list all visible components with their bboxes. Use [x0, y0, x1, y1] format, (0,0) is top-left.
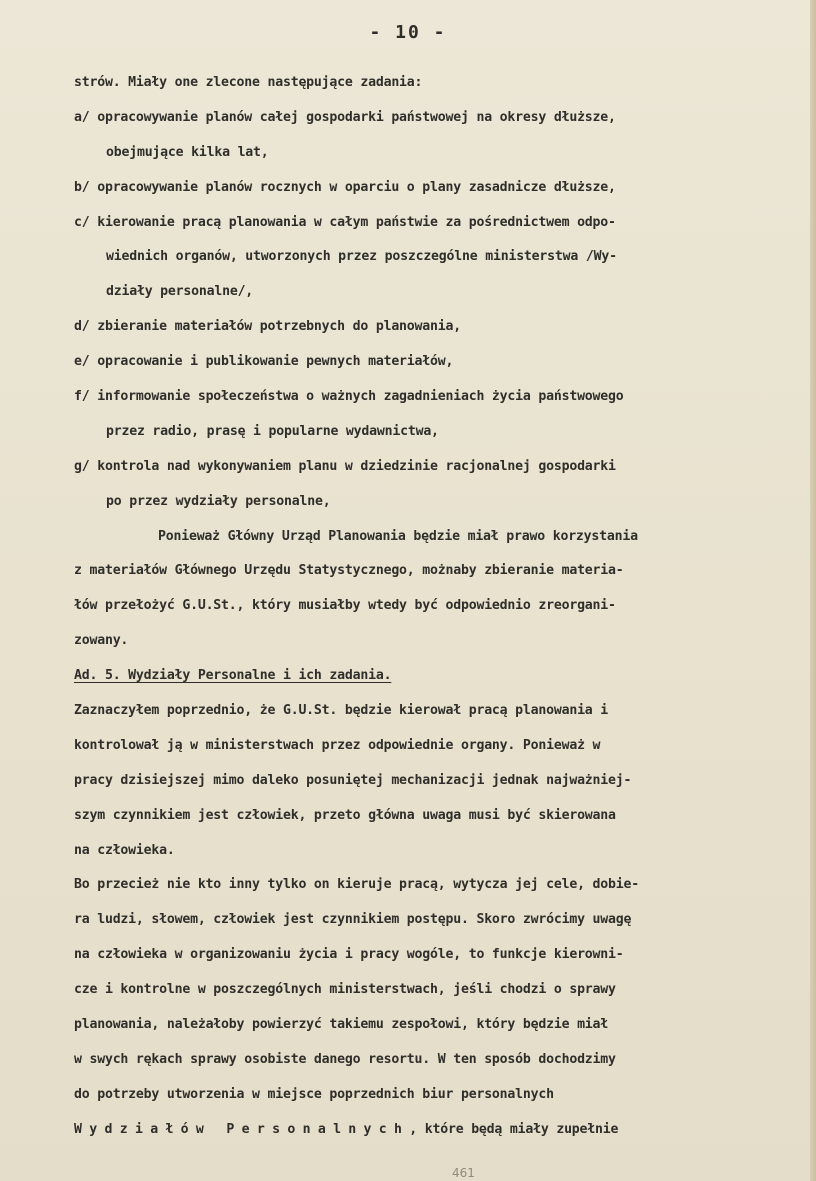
text-line: obejmujące kilka lat,	[106, 144, 269, 160]
text-line: łów przełożyć G.U.St., który musiałby wtedy być odpowiednio zreorgani-	[74, 598, 616, 614]
list-item-b: b/ opracowywanie planów rocznych w oparciu o plany zasadnicze dłuższe,	[74, 179, 616, 195]
last-text-line	[74, 1113, 794, 1148]
text-line: strów. Miały one zlecone następujące zadania:	[74, 75, 423, 90]
text-line: Zaznaczyłem poprzednio, że G.U.St. będzie kierował pracą planowania i	[74, 703, 609, 719]
archive-number-mark: 461	[452, 1166, 475, 1180]
list-item-c: c/ kierowanie pracą planowania w całym państwie za pośrednictwem odpo-	[74, 214, 616, 230]
list-item-f: f/ informowanie społeczeństwa o ważnych zagadnieniach życia państwowego	[74, 389, 624, 405]
text-line: cze i kontrolne w poszczególnych ministerstwach, jeśli chodzi o sprawy	[74, 982, 616, 998]
text-line-tail: , które będą miały zupełnie	[409, 1121, 619, 1137]
section-heading: Ad. 5. Wydziały Personalne i ich zadania.	[74, 668, 392, 684]
text-line: z materiałów Głównego Urzędu Statystycznego, możnaby zbieranie materia-	[74, 563, 624, 579]
text-line: kontrolował ją w ministerstwach przez odpowiednie organy. Ponieważ w	[74, 737, 601, 753]
text-line: po przez wydziały personalne,	[106, 493, 331, 509]
list-item-d: d/ zbieranie materiałów potrzebnych do planowania,	[74, 319, 461, 335]
text-line: zowany.	[74, 633, 129, 649]
paper-edge	[810, 0, 816, 1181]
spaced-emphasis: Wydziałów Personalnych	[74, 1121, 410, 1137]
text-line: przez radio, prasę i popularne wydawnictwa,	[106, 423, 439, 439]
text-line: do potrzeby utworzenia w miejsce poprzednich biur personalnych	[74, 1086, 554, 1102]
text-line: w swych rękach sprawy osobiste danego resortu. W ten sposób dochodzimy	[74, 1051, 616, 1067]
text-line: na człowieka w organizowaniu życia i pracy wogóle, to funkcje kierowni-	[74, 947, 624, 963]
text-line: planowania, należałoby powierzyć takiemu zespołowi, który będzie miał	[74, 1017, 609, 1033]
paragraph-start: Ponieważ Główny Urząd Planowania będzie miał prawo korzystania	[158, 528, 638, 544]
list-item-g: g/ kontrola nad wykonywaniem planu w dziedzinie racjonalnej gospodarki	[74, 458, 616, 474]
typed-text-body	[74, 66, 794, 1148]
text-line: działy personalne/,	[106, 284, 254, 300]
text-line: Bo przecież nie kto inny tylko on kieruje pracą, wytycza jej cele, dobie-	[74, 877, 639, 893]
text-line: ra ludzi, słowem, człowiek jest czynnikiem postępu. Skoro zwrócimy uwagę	[74, 912, 632, 928]
list-item-a: a/ opracowywanie planów całej gospodarki państwowej na okresy dłuższe,	[74, 109, 616, 125]
page-number: - 10 -	[369, 22, 447, 43]
text-line: na człowieka.	[74, 842, 175, 858]
text-line: wiednich organów, utworzonych przez poszczególne ministerstwa /Wy-	[106, 249, 617, 265]
text-line: szym czynnikiem jest człowiek, przeto główna uwaga musi być skierowana	[74, 807, 616, 823]
list-item-e: e/ opracowanie i publikowanie pewnych materiałów,	[74, 354, 454, 370]
text-line: pracy dzisiejszej mimo daleko posuniętej mechanizacji jednak najważniej-	[74, 772, 632, 788]
